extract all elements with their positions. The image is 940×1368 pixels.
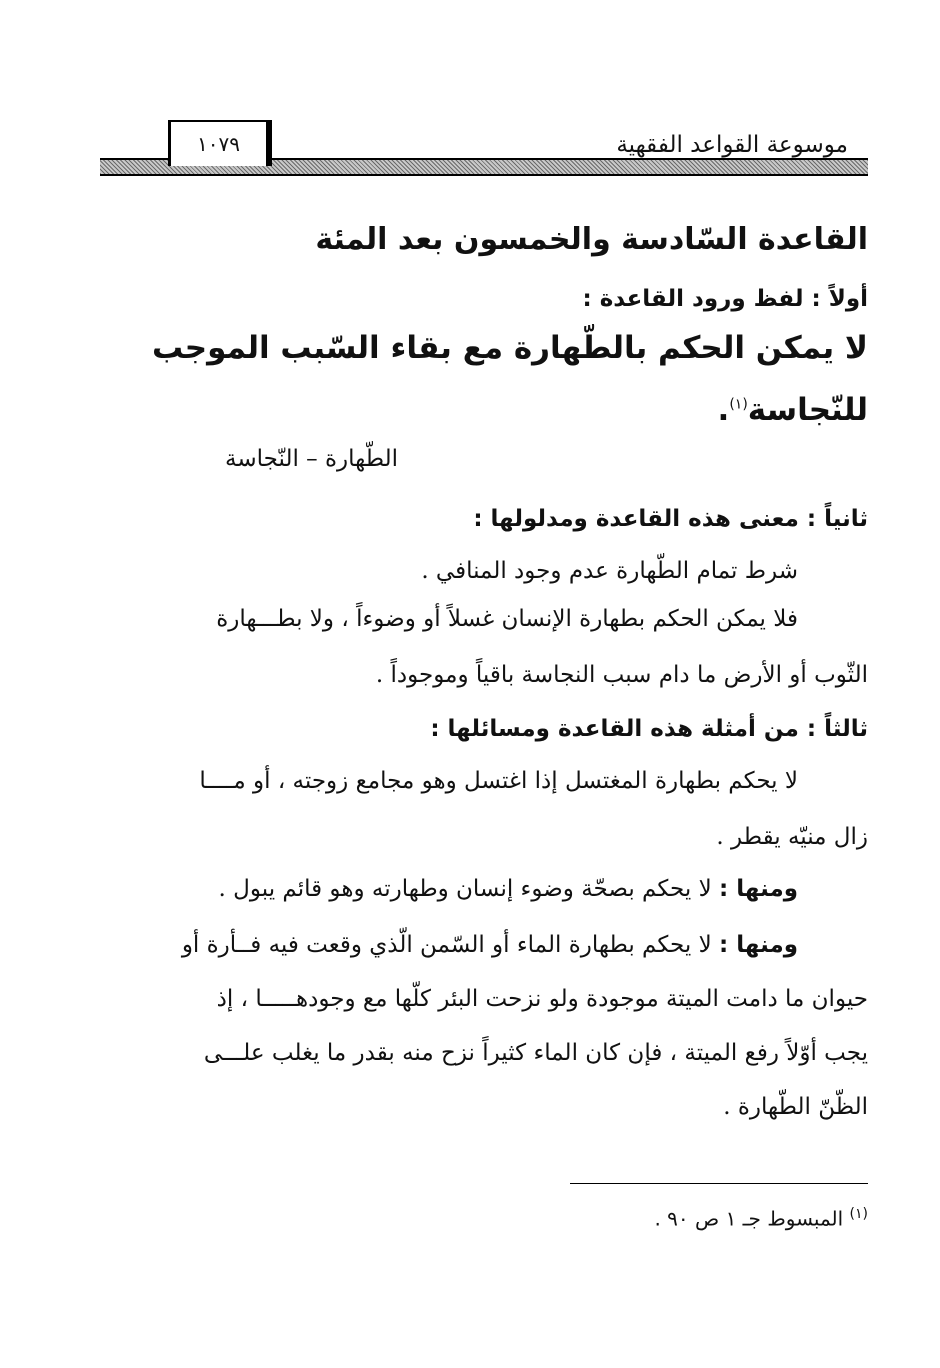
section3-line5: حيوان ما دامت الميتة موجودة ولو نزحت البئر كلّها مع وجودهـــــا ، إذ	[216, 986, 868, 1012]
section3-line2: زال منيّه يقطر .	[716, 824, 868, 850]
section2-line3: الثّوب أو الأرض ما دام سبب النجاسة باقياً وموجوداً .	[375, 662, 868, 688]
footnote-mark: (١)	[849, 1206, 868, 1222]
keywords: الطّهارة – النّجاسة	[225, 446, 398, 472]
rule-text-end: للنّجاسة	[747, 392, 868, 428]
page-number: ١٠٧٩	[197, 132, 240, 156]
footnote-text: المبسوط جـ ١ ص ٩٠ .	[654, 1206, 844, 1231]
footnote-reference: (١)	[729, 396, 748, 413]
example1-lead: ومنها :	[719, 876, 798, 902]
rule-title: القاعدة السّادسة والخمسون بعد المئة	[315, 222, 868, 257]
section2-heading: ثانياً : معنى هذه القاعدة ومدلولها :	[473, 506, 868, 532]
section3-line6: يجب أوّلاً رفع الميتة ، فإن كان الماء كثيراً نزح منه بقدر ما يغلب علـــى	[203, 1040, 868, 1066]
footnote	[654, 1206, 868, 1231]
section3-heading: ثالثاً : من أمثلة هذه القاعدة ومسائلها :	[430, 716, 868, 742]
page-number-box	[168, 120, 272, 166]
book-title: موسوعة القواعد الفقهية	[616, 132, 848, 158]
section3-line1: لا يحكم بطهارة المغتسل إذا اغتسل وهو مجامع زوجته ، أو مــــا	[199, 768, 798, 794]
example2-lead: ومنها :	[719, 932, 798, 958]
example2	[182, 932, 798, 958]
rule-text-line1: لا يمكن الحكم بالطّهارة مع بقاء السّبب الموجب	[151, 330, 868, 366]
section3-line7: الظّنّ الطّهارة .	[723, 1094, 868, 1120]
example1	[219, 876, 798, 902]
rule-text-line2	[718, 392, 868, 428]
example1-text: لا يحكم بصحّة وضوء إنسان وطهارته وهو قائم يبول .	[218, 876, 712, 902]
example2-text: لا يحكم بطهارة الماء أو السّمن الّذي وقعت فيه فــأرة أو	[181, 932, 712, 958]
section2-line2: فلا يمكن الحكم بطهارة الإنسان غسلاً أو وضوءاً ، ولا بطـــهارة	[216, 606, 798, 632]
rule-text-period: .	[717, 392, 730, 428]
section2-line1: شرط تمام الطّهارة عدم وجود المنافي .	[421, 558, 798, 584]
section1-heading: أولاً : لفظ ورود القاعدة :	[582, 286, 868, 312]
footnote-divider	[570, 1183, 868, 1184]
